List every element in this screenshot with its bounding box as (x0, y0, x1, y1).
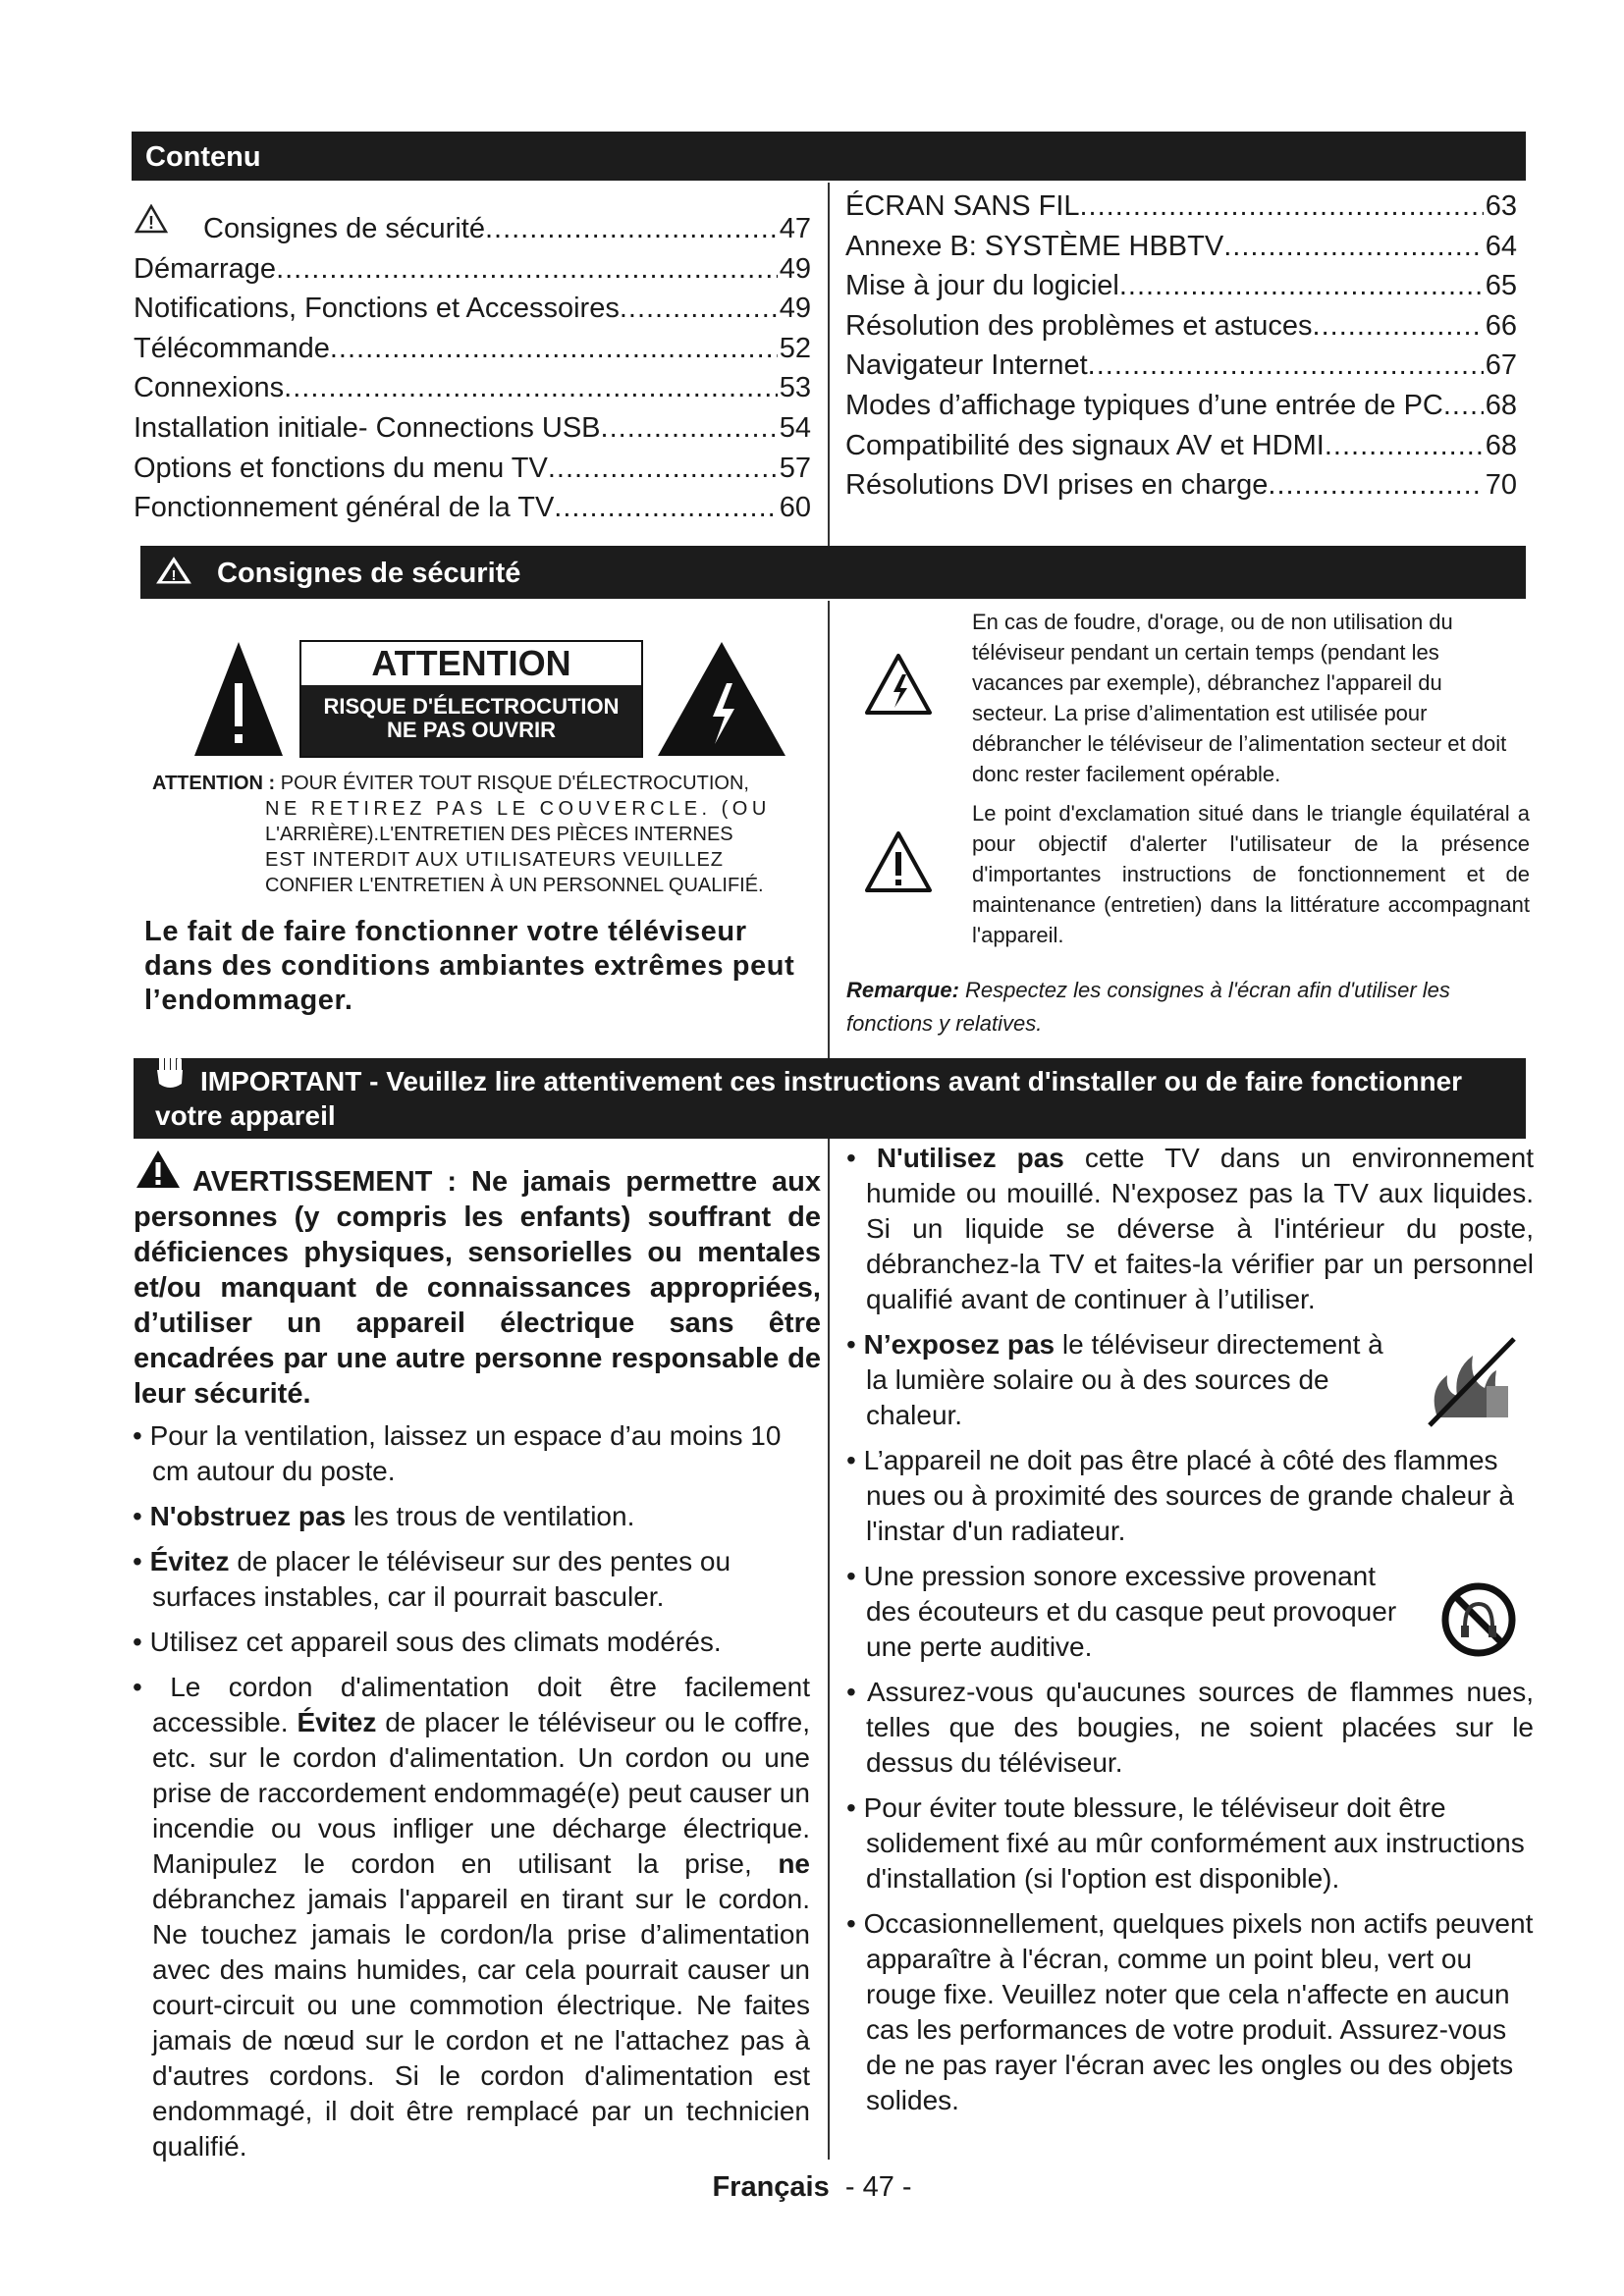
important-line2: votre appareil (155, 1100, 336, 1131)
toc-left (134, 209, 811, 528)
exclamation-explanation: Le point d'exclamation situé dans le triangle équilatéral a pour objectif d'alerter l'utilisateur de la présence d'importantes instructions de fonctionnement et de maintenance (entretien) dans la littérature accompagnant l'appareil. (972, 801, 1530, 947)
toc-entry[interactable]: Options et fonctions du menu TV ..... 57 (134, 449, 811, 489)
bullet-obstruct: • N'obstruez pas les trous de ventilation. (133, 1501, 635, 1531)
toc-entry[interactable]: Compatibilité des signaux AV et HDMI ..... 68 (845, 426, 1517, 466)
contents-divider (828, 183, 830, 548)
hand-stop-icon (153, 1052, 187, 1096)
left-bullets (133, 1418, 810, 2174)
bullet-open-flames: • L’appareil ne doit pas être placé à côté des flammes nues ou à proximité des sources de grande chaleur à l'instar d'un radiateur. (846, 1445, 1514, 1546)
lightning-triangle-icon (656, 640, 787, 763)
caution-text: ATTENTION : POUR ÉVITER TOUT RISQUE D'ÉLECTROCUTION, NE RETIREZ PAS LE COUVERCLE. (OU L'ARRIÈRE).L'ENTRETIEN DES PIÈCES INTERNES EST INTERDIT AUX UTILISATEURS VEUILLEZ CONFIER L'ENTRETIEN À UN PERSONNEL QUALIFIÉ. (152, 773, 771, 896)
toc-entry[interactable]: Télécommande ..... 52 (134, 329, 811, 369)
safety-header (140, 546, 1526, 599)
attention-title: ATTENTION (371, 643, 571, 683)
attention-label (299, 640, 643, 758)
bullet-humidity: • N'utilisez pas cette TV dans un environnement humide ou mouillé. N'exposez pas la TV aux liquides. Si un liquide se déverse à l'intérieur du poste, débranchez-la TV et faites-la vérifier par un personnel qualifié avant de continuer à l’utiliser. (846, 1143, 1534, 1314)
safety-header-icon (155, 556, 192, 590)
bullet-climate: • Utilisez cet appareil sous des climats modérés. (133, 1627, 722, 1657)
extreme-conditions-warning: Le fait de faire fonctionner votre téléviseur dans des conditions ambiantes extrêmes peut l’endommager. (144, 916, 795, 1016)
toc-entry[interactable]: Annexe B: SYSTÈME HBBTV ..... 64 (845, 227, 1517, 267)
svg-text:!: ! (171, 567, 177, 584)
bullet-candles: • Assurez-vous qu'aucunes sources de flammes nues, telles que des bougies, ne soient placées sur le dessus du téléviseur. (846, 1677, 1534, 1778)
bullet-pixels: • Occasionnellement, quelques pixels non actifs peuvent apparaître à l'écran, comme un point bleu, vert ou rouge fixe. Veuillez noter que cela n'affecte en aucun cas les performances de votre produit. Assurez-vous de ne pas rayer l'écran avec les ongles ou des objets solides. (846, 1908, 1534, 2115)
bullet-hearing: • Une pression sonore excessive provenant des écouteurs et du casque peut provoquer une perte auditive. (846, 1561, 1397, 1662)
toc-entry[interactable]: Mise à jour du logiciel ..... 65 (845, 266, 1517, 306)
toc-entry[interactable]: Installation initiale- Connections USB ..... 54 (134, 408, 811, 449)
bullet-sunlight: • N’exposez pas le téléviseur directement à la lumière solaire ou à des sources de chaleur. (846, 1329, 1383, 1430)
toc-entry[interactable]: Modes d’affichage typiques d’une entrée de PC ..... 68 (845, 386, 1517, 426)
lightning-explanation: En cas de foudre, d'orage, ou de non utilisation du téléviseur pendant un certain temps (pendant les vacances par exemple), débranchez l'appareil du secteur. La prise d’alimentation est utilisée pour débrancher le téléviseur de l’alimentation secteur et doit donc rester facilement opérable. (972, 610, 1507, 786)
right-bullets (846, 1141, 1534, 2128)
page-number: - 47 - (844, 2171, 912, 2203)
remark: Remarque: Respectez les consignes à l'écran afin d'utiliser les fonctions y relatives. (846, 978, 1450, 1036)
bullet-wall-mount: • Pour éviter toute blessure, le téléviseur doit être solidement fixé au mûr conformément aux instructions d'installation (si l'option est disponible). (846, 1792, 1525, 1894)
contents-title: Contenu (145, 141, 261, 173)
lightning-symbol-icon (864, 653, 933, 721)
exclamation-symbol-icon (864, 830, 933, 898)
important-header (134, 1058, 1526, 1139)
toc-entry[interactable]: Navigateur Internet ..... 67 (845, 346, 1517, 386)
important-line1: IMPORTANT - Veuillez lire attentivement ces instructions avant d'installer ou de faire fonctionner (200, 1066, 1463, 1096)
safety-title: Consignes de sécurité (217, 558, 521, 589)
toc-right (845, 187, 1517, 506)
bullet-ventilation: • Pour la ventilation, laissez un espace d’au moins 10 cm autour du poste. (133, 1420, 782, 1486)
bullet-power-cord: • Le cordon d'alimentation doit être facilement accessible. Évitez de placer le téléviseur ou le coffre, etc. sur le cordon d'alimentation. Un cordon ou une prise de raccordement endommagé(e) peut causer un incendie ou vous infliger une décharge électrique. Manipulez le cordon en utilisant la prise, ne débranchez jamais l'appareil en tirant sur le cordon. Ne touchez jamais le cordon/la prise d’alimentation avec des mains humides, car cela pourrait causer un court-circuit ou une commotion électrique. Ne faites jamais de nœud sur le cordon et ne l'attachez pas à d'autres cordons. Si le cordon d'alimentation est endommagé, il doit être remplacé par un technicien qualifié. (133, 1672, 811, 2162)
footer-language: Français (712, 2171, 830, 2203)
attention-risk: RISQUE D'ÉLECTROCUTION (323, 694, 620, 719)
important-divider (828, 1139, 830, 2160)
bullet-slopes: • Évitez de placer le téléviseur sur des pentes ou surfaces instables, car il pourrait basculer. (133, 1546, 731, 1612)
toc-entry[interactable]: Notifications, Fonctions et Accessoires ..... 49 (134, 289, 811, 329)
warning-text: AVERTISSEMENT : Ne jamais permettre aux personnes (y compris les enfants) souffrant de déficiences physiques, sensorielles ou mentales et/ou manquant de connaissances appropriées, d’utiliser un appareil électrique sans être encadrées par une autre personne responsable de leur sécurité. (134, 1166, 822, 1410)
toc-entry[interactable]: ÉCRAN SANS FIL ..... 63 (845, 187, 1517, 227)
toc-entry[interactable]: Consignes de sécurité ..... 47 (134, 209, 811, 249)
page-footer (0, 2171, 1624, 2204)
no-headphones-icon (1439, 1580, 1518, 1664)
toc-entry[interactable]: Démarrage ..... 49 (134, 249, 811, 290)
svg-text:!: ! (148, 213, 154, 233)
toc-entry[interactable]: Fonctionnement général de la TV ..... 60 (134, 488, 811, 528)
contents-header (132, 132, 1526, 181)
toc-entry[interactable]: Résolution des problèmes et astuces ..... 66 (845, 306, 1517, 347)
attention-do-not-open: NE PAS OUVRIR (387, 718, 556, 742)
exclamation-triangle-icon (192, 640, 285, 763)
no-fire-icon (1418, 1331, 1526, 1434)
toc-entry[interactable]: Résolutions DVI prises en charge ..... 70 (845, 465, 1517, 506)
toc-entry[interactable]: Connexions ..... 53 (134, 368, 811, 408)
